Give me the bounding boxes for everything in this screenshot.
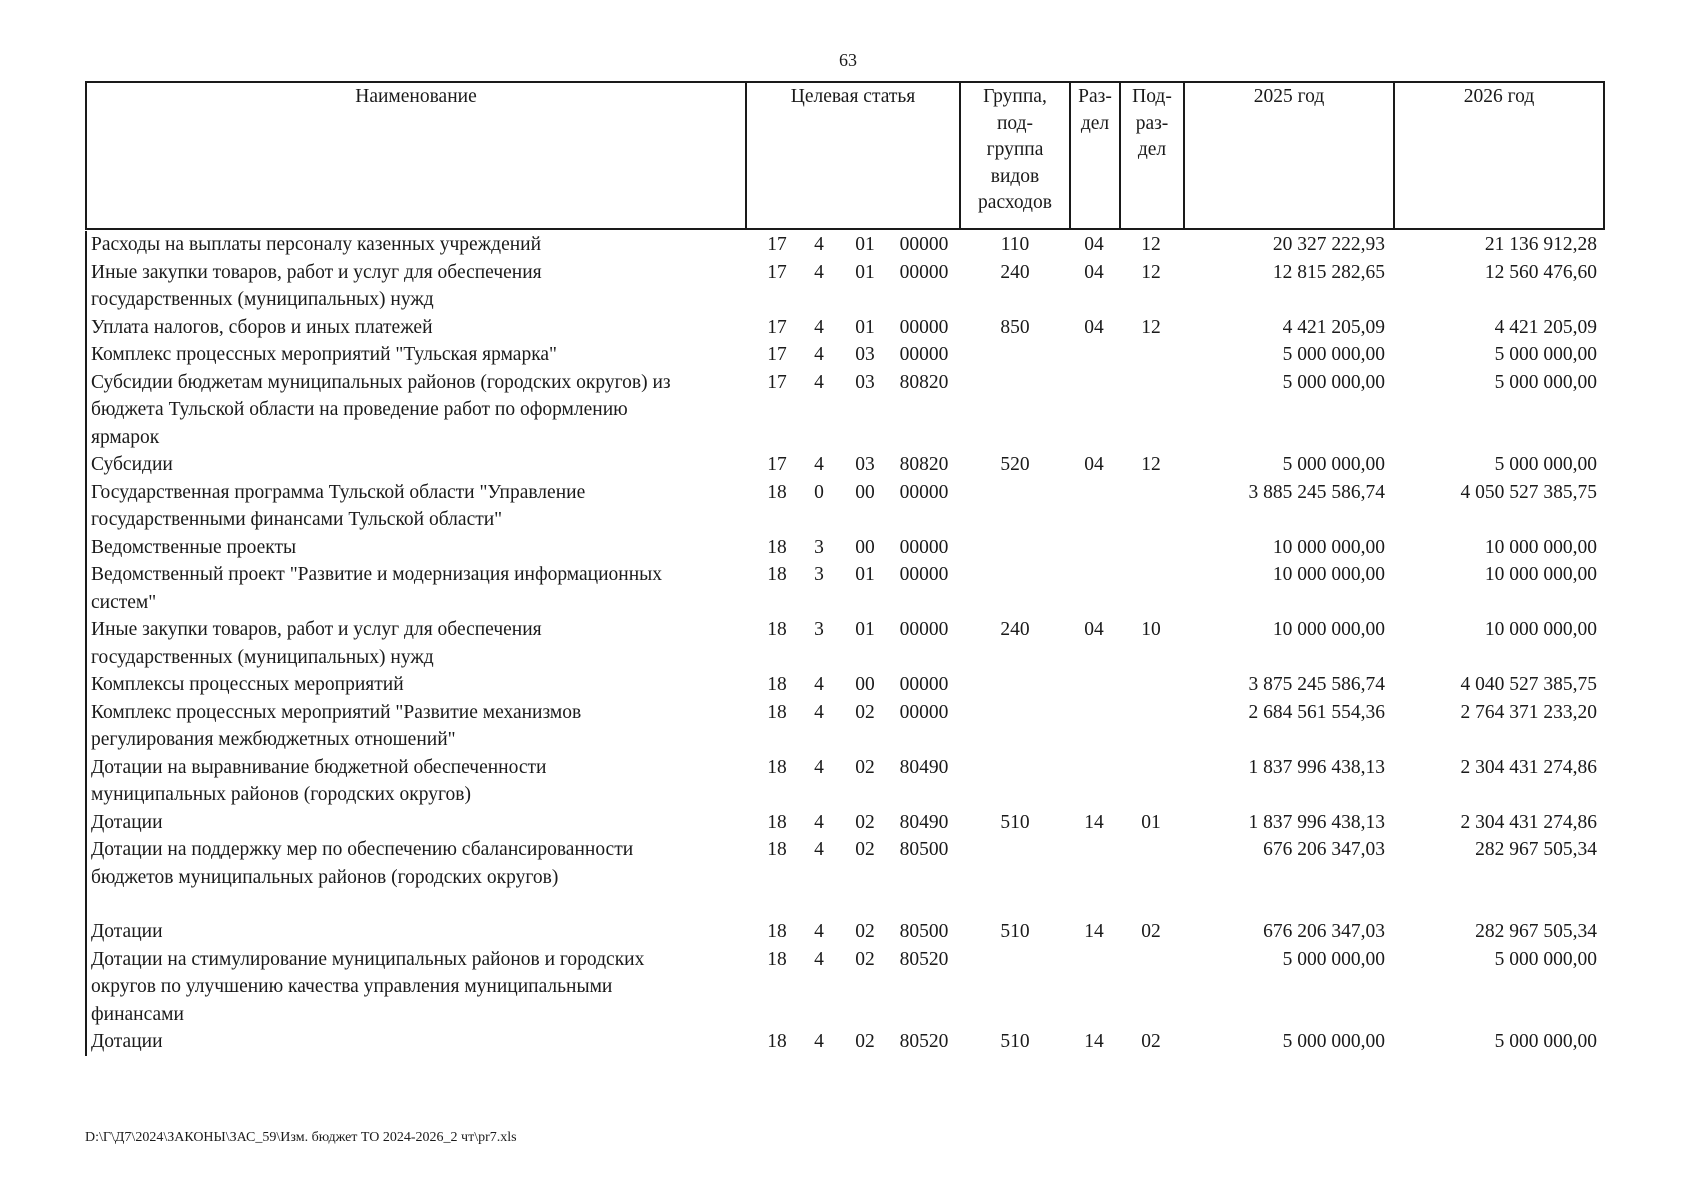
table-row (87, 918, 1607, 946)
cell-v2025: 676 206 347,03 (1263, 839, 1385, 860)
cell-v2026: 5 000 000,00 (1494, 344, 1597, 365)
row-name (87, 699, 745, 754)
row-name (87, 754, 745, 809)
cell-p2: 0 (814, 481, 824, 503)
cell-p3: 03 (855, 454, 875, 475)
cell-p4: 00000 (899, 536, 949, 558)
cell-p3: 03 (855, 371, 875, 393)
table-row (87, 314, 1607, 342)
cell-razdel: 04 (1084, 234, 1104, 255)
row-name-line: Комплексы процессных мероприятий (91, 674, 404, 695)
cell-p2: 4 (814, 811, 824, 833)
cell-podrazdel: 12 (1141, 454, 1161, 475)
cell-p1: 18 (767, 701, 787, 723)
table-row (87, 699, 1607, 754)
cell-p1: 18 (767, 536, 787, 558)
row-name-line: государственных (муниципальных) нужд (91, 646, 434, 668)
cell-p4: 80490 (899, 811, 949, 833)
row-name (87, 231, 745, 259)
row-name-line: ярмарок (91, 426, 160, 448)
cell-group: 510 (1000, 921, 1030, 942)
cell-v2025: 5 000 000,00 (1282, 371, 1385, 393)
cell-p2: 4 (814, 1031, 824, 1052)
cell-p1: 18 (767, 619, 787, 640)
row-name (87, 671, 745, 699)
cell-razdel: 04 (1084, 261, 1104, 283)
row-name-line: Дотации (91, 921, 163, 942)
table-row (87, 754, 1607, 809)
cell-v2025: 1 837 996 438,13 (1248, 811, 1385, 833)
header-podrazdel (1119, 83, 1183, 228)
cell-p1: 18 (767, 839, 787, 860)
cell-p1: 17 (767, 344, 787, 365)
cell-p3: 02 (855, 701, 875, 723)
cell-v2026: 2 304 431 274,86 (1460, 756, 1597, 778)
header-line: группа (986, 139, 1044, 160)
cell-podrazdel: 12 (1141, 261, 1161, 283)
cell-p2: 4 (814, 674, 824, 695)
cell-v2025: 3 885 245 586,74 (1248, 481, 1385, 503)
table-row (87, 479, 1607, 534)
cell-p4: 00000 (899, 261, 949, 283)
row-name (87, 836, 745, 891)
cell-p2: 4 (814, 261, 824, 283)
row-name-line: Иные закупки товаров, работ и услуг для обеспечения (91, 261, 542, 283)
cell-p2: 4 (814, 371, 824, 393)
cell-p3: 01 (855, 261, 875, 283)
header-line: видов (990, 165, 1040, 187)
cell-v2026: 5 000 000,00 (1494, 948, 1597, 970)
cell-p1: 18 (767, 948, 787, 970)
table-row (87, 259, 1607, 314)
cell-v2025: 5 000 000,00 (1282, 1031, 1385, 1052)
cell-v2026: 12 560 476,60 (1484, 261, 1597, 283)
cell-p3: 01 (855, 619, 875, 640)
header-line: расходов (978, 192, 1052, 213)
cell-p4: 00000 (899, 564, 949, 585)
row-name-line: Комплекс процессных мероприятий "Развитие механизмов (91, 701, 582, 723)
cell-p2: 3 (814, 619, 824, 640)
cell-p4: 00000 (899, 234, 949, 255)
row-name (87, 479, 745, 534)
cell-razdel: 14 (1084, 811, 1104, 833)
cell-p4: 80820 (899, 454, 949, 475)
cell-p4: 00000 (899, 481, 949, 503)
table-row (87, 836, 1607, 891)
row-name-line: Ведомственные проекты (91, 536, 297, 558)
cell-v2025: 10 000 000,00 (1272, 619, 1385, 640)
page-number: 63 (839, 50, 857, 70)
cell-p2: 4 (814, 234, 824, 255)
header-line: Раз- (1078, 86, 1112, 107)
row-name (87, 341, 745, 369)
cell-p1: 18 (767, 481, 787, 503)
header-target-article: Целевая статья (745, 83, 959, 228)
cell-podrazdel: 10 (1141, 619, 1161, 640)
file-path: D:\Г\Д7\2024\ЗАКОНЫ\ЗАС_59\Изм. бюджет ТО 2024-2026_2 чт\pr7.xls (85, 1130, 517, 1145)
cell-p2: 4 (814, 454, 824, 475)
row-name-line: государственных (муниципальных) нужд (91, 289, 434, 310)
row-name (87, 1028, 745, 1056)
cell-razdel: 14 (1084, 921, 1104, 942)
row-name-line: Дотации (91, 811, 163, 833)
cell-p2: 4 (814, 839, 824, 860)
cell-p1: 18 (767, 1031, 787, 1052)
row-name (87, 369, 745, 452)
row-name-line: бюджета Тульской области на проведение работ по оформлению (91, 399, 628, 420)
cell-v2025: 12 815 282,65 (1272, 261, 1385, 283)
cell-p1: 18 (767, 811, 787, 833)
cell-p1: 18 (767, 756, 787, 778)
row-name-line: бюджетов муниципальных районов (городских округов) (91, 866, 559, 888)
header-year-2025: 2025 год (1183, 83, 1393, 228)
row-name (87, 946, 745, 1029)
cell-p1: 17 (767, 261, 787, 283)
cell-group: 850 (1000, 316, 1030, 338)
cell-p3: 02 (855, 948, 875, 970)
cell-v2025: 2 684 561 554,36 (1248, 701, 1385, 723)
cell-v2026: 21 136 912,28 (1484, 234, 1597, 255)
cell-p3: 02 (855, 839, 875, 860)
cell-podrazdel: 02 (1141, 921, 1161, 942)
cell-podrazdel: 02 (1141, 1031, 1161, 1052)
header-year-2026: 2026 год (1393, 83, 1603, 228)
cell-p4: 00000 (899, 344, 949, 365)
header-line: дел (1137, 139, 1167, 160)
cell-p2: 4 (814, 316, 824, 338)
cell-razdel: 04 (1084, 619, 1104, 640)
table-row (87, 1028, 1607, 1056)
cell-p4: 00000 (899, 316, 949, 338)
row-name (87, 616, 745, 671)
cell-v2026: 10 000 000,00 (1484, 619, 1597, 640)
cell-v2026: 4 421 205,09 (1494, 316, 1597, 338)
row-name (87, 259, 745, 314)
cell-v2025: 5 000 000,00 (1282, 454, 1385, 475)
cell-razdel: 14 (1084, 1031, 1104, 1052)
cell-p2: 4 (814, 756, 824, 778)
row-name (87, 451, 745, 479)
cell-p3: 00 (855, 674, 875, 695)
cell-p4: 80490 (899, 756, 949, 778)
cell-p1: 17 (767, 234, 787, 255)
cell-group: 520 (1000, 454, 1030, 475)
cell-p3: 01 (855, 234, 875, 255)
row-name-line: регулирования межбюджетных отношений" (91, 729, 456, 750)
cell-group: 510 (1000, 1031, 1030, 1052)
cell-p1: 17 (767, 316, 787, 338)
cell-v2025: 676 206 347,03 (1263, 921, 1385, 942)
table-row (87, 561, 1607, 616)
cell-p3: 01 (855, 316, 875, 338)
cell-razdel: 04 (1084, 454, 1104, 475)
row-name-line: округов по улучшению качества управления муниципальными (91, 976, 613, 997)
row-name (87, 561, 745, 616)
cell-p2: 3 (814, 536, 824, 558)
table-row (87, 369, 1607, 452)
cell-p4: 80820 (899, 371, 949, 393)
row-name-line: Ведомственный проект "Развитие и модернизация информационных (91, 564, 663, 585)
cell-v2026: 4 040 527 385,75 (1460, 674, 1597, 695)
row-name-line: Уплата налогов, сборов и иных платежей (91, 316, 433, 338)
cell-p3: 03 (855, 344, 875, 365)
cell-p4: 80520 (899, 1031, 949, 1052)
cell-p3: 00 (855, 481, 875, 503)
table-row (87, 341, 1607, 369)
cell-podrazdel: 12 (1141, 234, 1161, 255)
table-row (87, 231, 1607, 259)
cell-p3: 02 (855, 756, 875, 778)
table-row (87, 616, 1607, 671)
table-row (87, 671, 1607, 699)
cell-p3: 02 (855, 921, 875, 942)
row-name-line: Дотации на поддержку мер по обеспечению сбалансированности (91, 839, 634, 860)
row-name-line: систем" (91, 591, 157, 613)
header-line: раз- (1135, 112, 1169, 134)
row-name-line: Дотации на стимулирование муниципальных районов и городских (91, 948, 645, 970)
row-name-line: муниципальных районов (городских округов) (91, 784, 471, 805)
cell-podrazdel: 01 (1141, 811, 1161, 833)
cell-group: 510 (1000, 811, 1030, 833)
cell-v2026: 5 000 000,00 (1494, 1031, 1597, 1052)
row-name (87, 809, 745, 837)
cell-v2026: 10 000 000,00 (1484, 564, 1597, 585)
table-row (87, 451, 1607, 479)
cell-v2025: 1 837 996 438,13 (1248, 756, 1385, 778)
table-header (85, 81, 1605, 230)
header-name: Наименование (355, 86, 477, 107)
cell-podrazdel: 12 (1141, 316, 1161, 338)
cell-p1: 17 (767, 454, 787, 475)
row-name-line: финансами (91, 1003, 184, 1025)
row-name-line: Субсидии бюджетам муниципальных районов (городских округов) из (91, 371, 671, 393)
cell-p3: 01 (855, 564, 875, 585)
cell-group: 110 (1000, 234, 1030, 255)
cell-v2026: 5 000 000,00 (1494, 454, 1597, 475)
cell-v2026: 10 000 000,00 (1484, 536, 1597, 558)
row-name-line: государственными финансами Тульской области" (91, 509, 503, 530)
cell-p2: 4 (814, 701, 824, 723)
table-body (85, 231, 1607, 1056)
cell-p2: 4 (814, 948, 824, 970)
cell-p4: 80500 (899, 921, 949, 942)
cell-p2: 4 (814, 921, 824, 942)
header-line: дел (1080, 112, 1110, 134)
cell-v2026: 282 967 505,34 (1475, 839, 1597, 860)
row-name-line: Дотации на выравнивание бюджетной обеспеченности (91, 756, 547, 778)
cell-v2025: 3 875 245 586,74 (1248, 674, 1385, 695)
cell-group: 240 (1000, 261, 1030, 283)
cell-p4: 80500 (899, 839, 949, 860)
cell-v2025: 10 000 000,00 (1272, 564, 1385, 585)
row-name-line: Субсидии (91, 454, 173, 475)
cell-p1: 18 (767, 921, 787, 942)
table-row (87, 534, 1607, 562)
cell-v2025: 5 000 000,00 (1282, 948, 1385, 970)
cell-v2025: 4 421 205,09 (1282, 316, 1385, 338)
row-name-line: Расходы на выплаты персоналу казенных учреждений (91, 234, 542, 255)
row-name-line: Дотации (91, 1031, 163, 1052)
cell-p1: 17 (767, 371, 787, 393)
header-expense-group (959, 83, 1069, 228)
header-line: Группа, (983, 86, 1047, 107)
row-name (87, 918, 745, 946)
cell-razdel: 04 (1084, 316, 1104, 338)
cell-p1: 18 (767, 674, 787, 695)
table-row (87, 809, 1607, 837)
cell-v2026: 2 304 431 274,86 (1460, 811, 1597, 833)
cell-v2026: 5 000 000,00 (1494, 371, 1597, 393)
cell-p4: 00000 (899, 619, 949, 640)
cell-v2026: 2 764 371 233,20 (1460, 701, 1597, 723)
cell-p4: 80520 (899, 948, 949, 970)
row-name-line: Комплекс процессных мероприятий "Тульская ярмарка" (91, 344, 558, 365)
cell-v2025: 10 000 000,00 (1272, 536, 1385, 558)
cell-v2025: 20 327 222,93 (1272, 234, 1385, 255)
header-line: Под- (1132, 86, 1172, 107)
cell-v2025: 5 000 000,00 (1282, 344, 1385, 365)
cell-p4: 00000 (899, 701, 949, 723)
cell-p4: 00000 (899, 674, 949, 695)
header-line: под- (996, 112, 1034, 134)
cell-v2026: 282 967 505,34 (1475, 921, 1597, 942)
row-name-line: Иные закупки товаров, работ и услуг для обеспечения (91, 619, 542, 640)
header-razdel (1069, 83, 1119, 228)
cell-p1: 18 (767, 564, 787, 585)
cell-p3: 00 (855, 536, 875, 558)
cell-p3: 02 (855, 1031, 875, 1052)
cell-p3: 02 (855, 811, 875, 833)
row-name-line: Государственная программа Тульской области "Управление (91, 481, 586, 503)
row-name (87, 534, 745, 562)
row-name (87, 314, 745, 342)
cell-group: 240 (1000, 619, 1030, 640)
table-row (87, 946, 1607, 1029)
cell-p2: 4 (814, 344, 824, 365)
cell-v2026: 4 050 527 385,75 (1460, 481, 1597, 503)
cell-p2: 3 (814, 564, 824, 585)
